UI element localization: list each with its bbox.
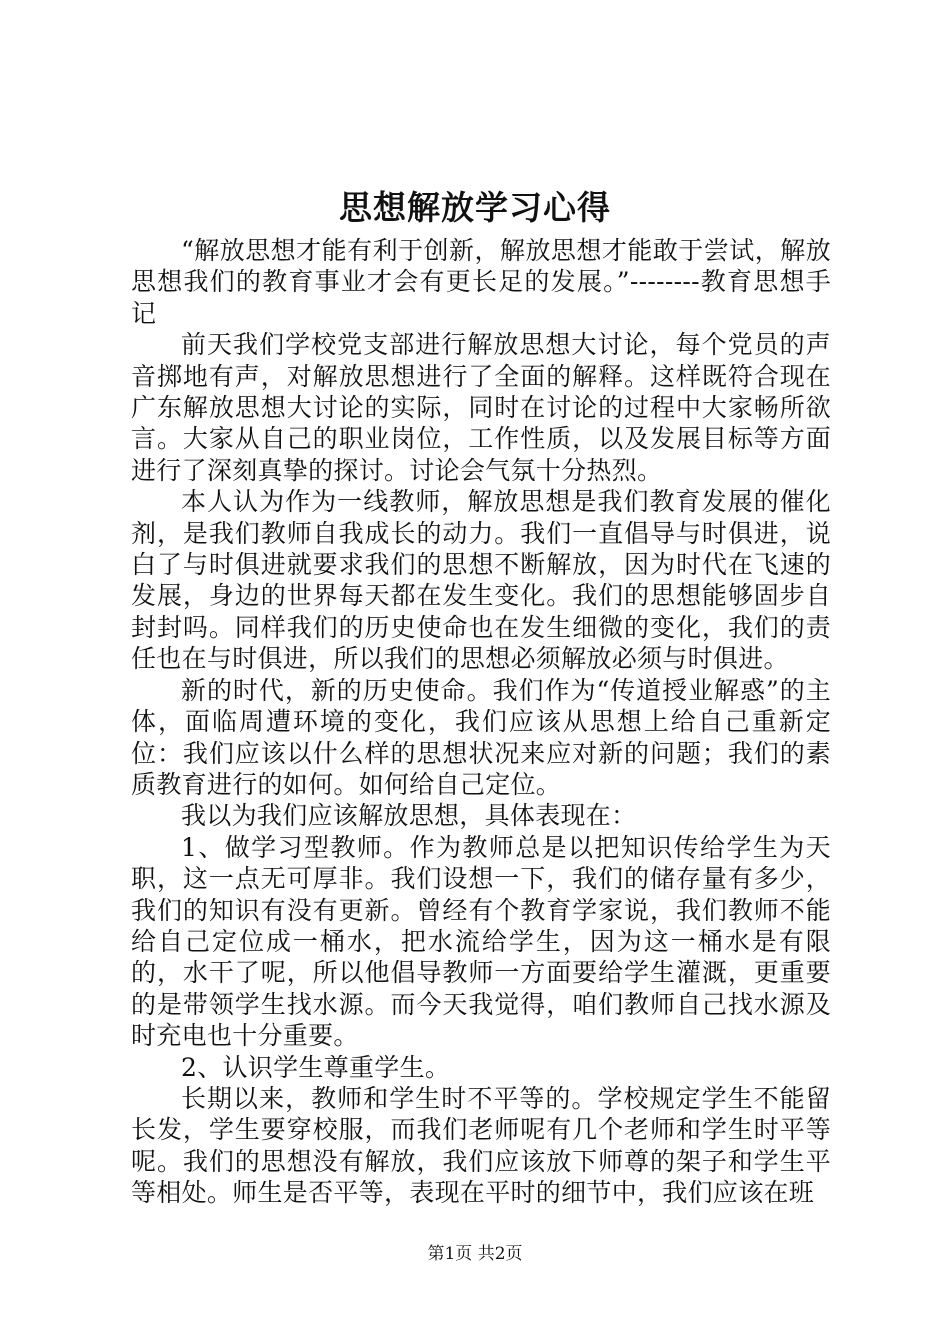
document-body: [131, 235, 831, 1209]
paragraph-intro-list: 我以为我们应该解放思想，具体表现在：: [181, 801, 637, 831]
paragraph-opinion: 本人认为作为一线教师，解放思想是我们教育发展的催化剂，是我们教师自我成长的动力。我们一直倡导与时俱进，说白了与时俱进就要求我们的思想不断解放，因为时代在飞速的发展，身边的世界每天都在发生变化。我们的思想能够固步自封封吗。同样我们的历史使命也在发生细微的变化，我们的责任也在与时俱进，所以我们的思想必须解放必须与时俱进。: [131, 487, 831, 674]
page-footer: 第1页 共2页: [427, 1244, 523, 1264]
paragraph-discussion: 前天我们学校党支部进行解放思想大讨论，每个党员的声音掷地有声，对解放思想进行了全面的解释。这样既符合现在广东解放思想大讨论的实际，同时在讨论的过程中大家畅所欲言。大家从自己的职业岗位，工作性质，以及发展目标等方面进行了深刻真挚的探讨。讨论会气氛十分热烈。: [131, 330, 831, 485]
paragraph-point-1: 1、做学习型教师。作为教师总是以把知识传给学生为天职，这一点无可厚非。我们设想一下，我们的储存量有多少，我们的知识有没有更新。曾经有个教育学家说，我们教师不能给自己定位成一桶水，把水流给学生，因为这一桶水是有限的，水干了呢，所以他倡导教师一方面要给学生灌溉，更重要的是带领学生找水源。而今天我觉得，咱们教师自己找水源及时充电也十分重要。: [131, 832, 831, 1051]
paragraph-new-era: 新的时代，新的历史使命。我们作为“传道授业解惑”的主体，面临周遭环境的变化，我们应该从思想上给自己重新定位：我们应该以什么样的思想状况来应对新的问题；我们的素质教育进行的如何。如何给自己定位。: [131, 675, 831, 799]
document-title: 思想解放学习心得: [339, 188, 611, 227]
paragraph-quote: “解放思想才能有利于创新，解放思想才能敢于尝试，解放思想我们的教育事业才会有更长足的发展。”--------教育思想手记: [131, 236, 831, 328]
paragraph-point-2-heading: 2、认识学生尊重学生。: [181, 1052, 451, 1082]
paragraph-point-2-body: 长期以来，教师和学生时不平等的。学校规定学生不能留长发，学生要穿校服，而我们老师呢有几个老师和学生时平等呢。我们的思想没有解放，我们应该放下师尊的架子和学生平等相处。师生是否平等，表现在平时的细节中，我们应该在班: [131, 1083, 831, 1208]
